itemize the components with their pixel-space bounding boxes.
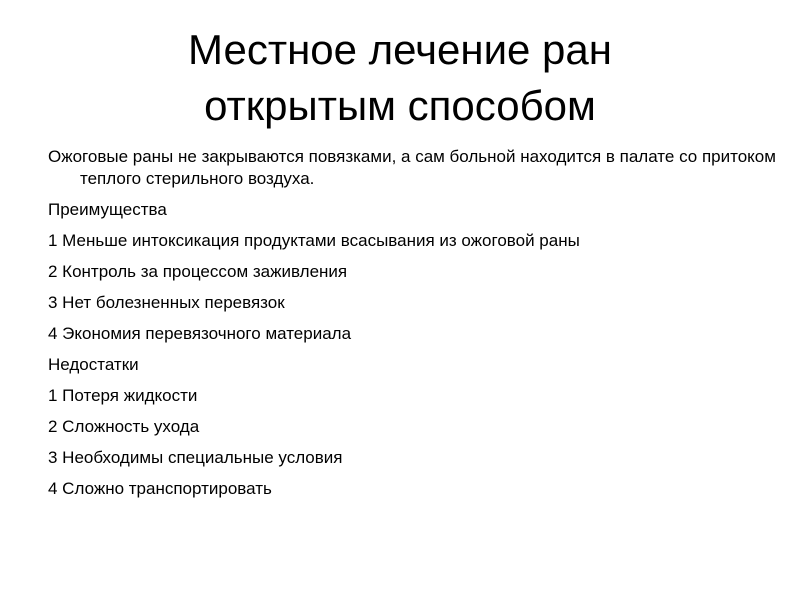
disadvantage-item-1: 1 Потеря жидкости [48,386,198,405]
slide-body [48,146,778,509]
advantage-item-2: 2 Контроль за процессом заживления [48,262,348,281]
intro-paragraph: Ожоговые раны не закрываются повязками, а сам больной находится в палате со притоком теплого стерильного воздуха. [48,147,776,188]
advantages-heading: Преимущества [48,200,167,219]
advantage-item-4: 4 Экономия перевязочного материала [48,324,352,343]
disadvantage-item-3: 3 Необходимы специальные условия [48,448,343,467]
slide-title-line-1: Местное лечение ран [188,26,612,73]
disadvantage-item-4: 4 Сложно транспортировать [48,479,272,498]
slide-title-line-2: открытым способом [204,82,596,129]
disadvantage-item-2: 2 Сложность ухода [48,417,200,436]
slide-title [0,22,800,134]
disadvantages-heading: Недостатки [48,355,139,374]
advantage-item-3: 3 Нет болезненных перевязок [48,293,285,312]
advantage-item-1: 1 Меньше интоксикация продуктами всасывания из ожоговой раны [48,231,580,250]
